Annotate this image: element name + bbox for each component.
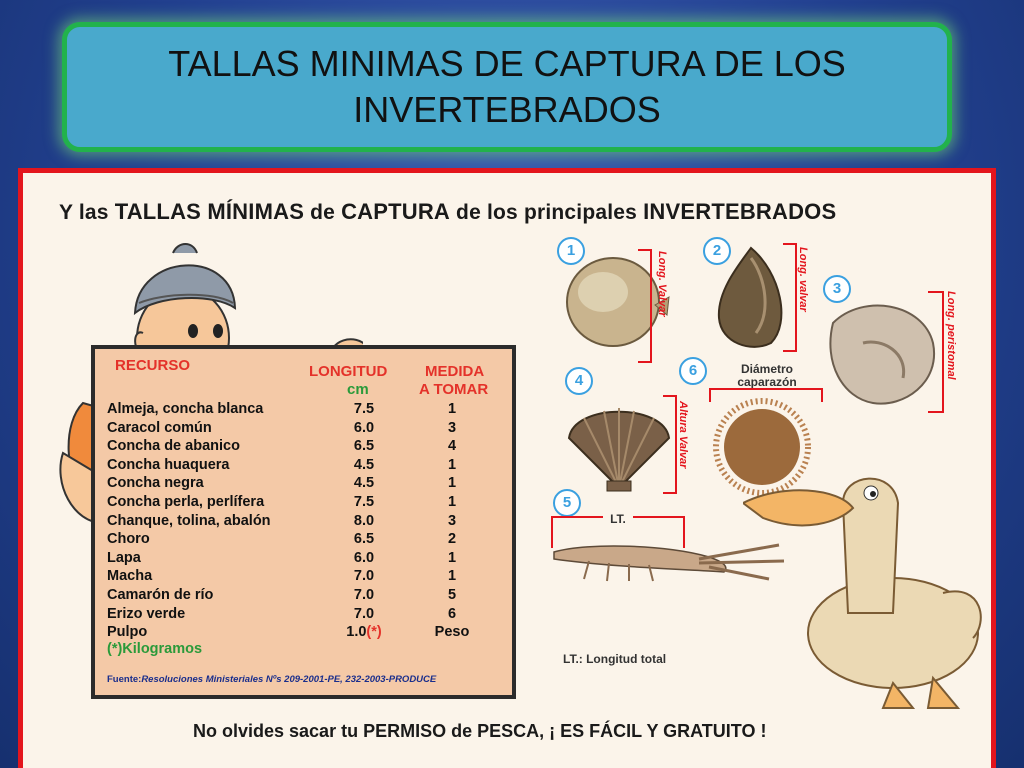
number-5-badge: 5 [553, 489, 581, 517]
scallop-measure-bracket [663, 395, 677, 494]
row-length-value [329, 624, 399, 640]
row-length-number: 7.5 [353, 494, 375, 510]
row-resource-name: Pulpo [107, 624, 148, 641]
row-measure-value: 1 [447, 456, 457, 473]
row-length-value [329, 475, 399, 491]
table-row [107, 606, 505, 624]
row-resource-name: Choro [107, 531, 150, 548]
row-length-value [329, 420, 399, 436]
row-length-number: 6.0 [353, 549, 375, 566]
row-resource-name: Caracol común [107, 419, 212, 436]
row-resource-name: Concha negra [107, 475, 204, 492]
number-6-badge: 6 [679, 357, 707, 385]
row-resource-name: Concha perla, perlífera [107, 494, 265, 510]
kilogram-note: (*)Kilogramos [107, 641, 203, 657]
row-length-value [329, 550, 399, 566]
heading-text-1: Y las [59, 201, 115, 224]
heading-text-6: INVERTEBRADOS [643, 199, 837, 224]
row-length-number: 7.5 [353, 401, 375, 417]
heading-text-5: de los principales [450, 201, 644, 224]
table-row [107, 475, 505, 493]
table-row [107, 513, 505, 531]
table-row [107, 401, 505, 419]
row-length-number: 7.0 [353, 587, 375, 603]
row-length-value [329, 401, 399, 417]
col-header-longitud: LONGITUD [309, 363, 388, 380]
snail-shell-illustration [711, 243, 791, 353]
poster-heading [59, 199, 836, 225]
table-row [107, 531, 505, 549]
row-length-number: 6.0 [353, 419, 375, 436]
row-measure-value: 1 [447, 475, 457, 492]
number-4-badge: 4 [565, 367, 593, 395]
snail-measure-bracket [783, 243, 797, 352]
footer-text-2: PERMISO [363, 721, 447, 741]
col-header-medida: MEDIDA [425, 363, 485, 380]
abalone-measure-bracket [928, 291, 944, 413]
row-length-number: 4.5 [353, 456, 375, 473]
footer-text-4: PESCA [477, 721, 540, 741]
row-measure-value: 1 [447, 494, 457, 510]
col-header-recurso: RECURSO [115, 357, 191, 374]
label-diametro-caparazon: Diámetro caparazón [737, 362, 797, 389]
row-measure-value: 2 [447, 531, 457, 548]
label-long-peristomal: Long. peristomal [945, 291, 957, 380]
footer-text-1: No olvides sacar tu [193, 721, 364, 741]
table-row [107, 624, 505, 642]
footer-text-5: , ¡ ES FÁCIL Y GRATUITO ! [539, 721, 767, 741]
row-resource-name: Camarón de río [107, 587, 214, 603]
heading-text-3: de [304, 201, 342, 224]
row-resource-name: Concha huaquera [107, 456, 230, 473]
row-length-value [329, 513, 399, 529]
row-resource-name: Almeja, concha blanca [107, 401, 264, 417]
row-length-number: 7.0 [353, 568, 375, 585]
heading-text-4: CAPTURA [341, 199, 451, 224]
row-measure-value: 1 [447, 549, 457, 566]
row-measure-value: 3 [447, 419, 457, 436]
label-lt: LT. [603, 513, 633, 526]
row-resource-name: Concha de abanico [107, 438, 240, 455]
row-length-number: 6.5 [353, 438, 375, 455]
label-altura-valvar: Altura Valvar [677, 401, 689, 469]
table-row [107, 550, 505, 568]
table-row [107, 587, 505, 605]
table-row [107, 494, 505, 512]
row-resource-name: Lapa [107, 549, 141, 566]
row-measure-value: 3 [447, 512, 457, 529]
source-note [107, 674, 436, 685]
table-row [107, 438, 505, 456]
table-row [107, 568, 505, 586]
scallop-shell-illustration [559, 393, 679, 493]
row-resource-name: Macha [107, 568, 153, 585]
size-table-board [91, 345, 516, 699]
row-length-value [329, 587, 399, 603]
legend-longitud-total: LT.: Longitud total [563, 652, 667, 666]
abalone-shell-illustration [823, 293, 943, 413]
row-length-value [329, 606, 399, 622]
source-text: Resoluciones Ministeriales Nºs 209-2001-PE, 232-2003-PRODUCE [141, 674, 437, 685]
heading-text-2: TALLAS MÍNIMAS [114, 199, 305, 224]
table-row [107, 457, 505, 475]
pelican-illustration [743, 463, 993, 713]
number-1-badge: 1 [557, 237, 585, 265]
row-length-number: 8.0 [353, 512, 375, 529]
col-header-unit: cm [347, 381, 369, 398]
source-label: Fuente: [107, 674, 142, 685]
col-header-a-tomar: A TOMAR [419, 381, 489, 398]
row-length-value [329, 438, 399, 454]
poster-footer [193, 721, 766, 742]
row-length-value [329, 457, 399, 473]
row-measure-value: 1 [447, 568, 457, 585]
row-resource-name: Erizo verde [107, 605, 186, 622]
slide-title-box [62, 22, 952, 152]
row-measure-value: 6 [447, 605, 457, 622]
slide-title: TALLAS MINIMAS DE CAPTURA DE LOS INVERTEBRADOS [168, 43, 846, 130]
row-length-value [329, 568, 399, 584]
row-length-number: 4.5 [353, 475, 375, 492]
row-length-suffix: (*) [366, 624, 382, 641]
row-length-value [329, 494, 399, 510]
label-long-valvar-1: Long. Valvar [656, 251, 668, 317]
row-length-number: 7.0 [353, 605, 375, 622]
number-3-badge: 3 [823, 275, 851, 303]
row-length-number: 1.0 [346, 624, 367, 641]
row-measure-value: 5 [447, 587, 457, 603]
clam-measure-bracket [638, 249, 652, 363]
table-row [107, 420, 505, 438]
row-measure-value: 4 [447, 438, 457, 455]
label-long-valvar-2: Long. valvar [797, 247, 809, 312]
row-length-number: 6.5 [353, 531, 375, 548]
row-length-value [329, 531, 399, 547]
row-measure-value: Peso [434, 624, 470, 641]
row-resource-name: Chanque, tolina, abalón [107, 512, 271, 529]
poster [18, 168, 996, 768]
footer-text-3: de [446, 721, 478, 741]
row-measure-value: 1 [447, 401, 457, 417]
number-2-badge: 2 [703, 237, 731, 265]
